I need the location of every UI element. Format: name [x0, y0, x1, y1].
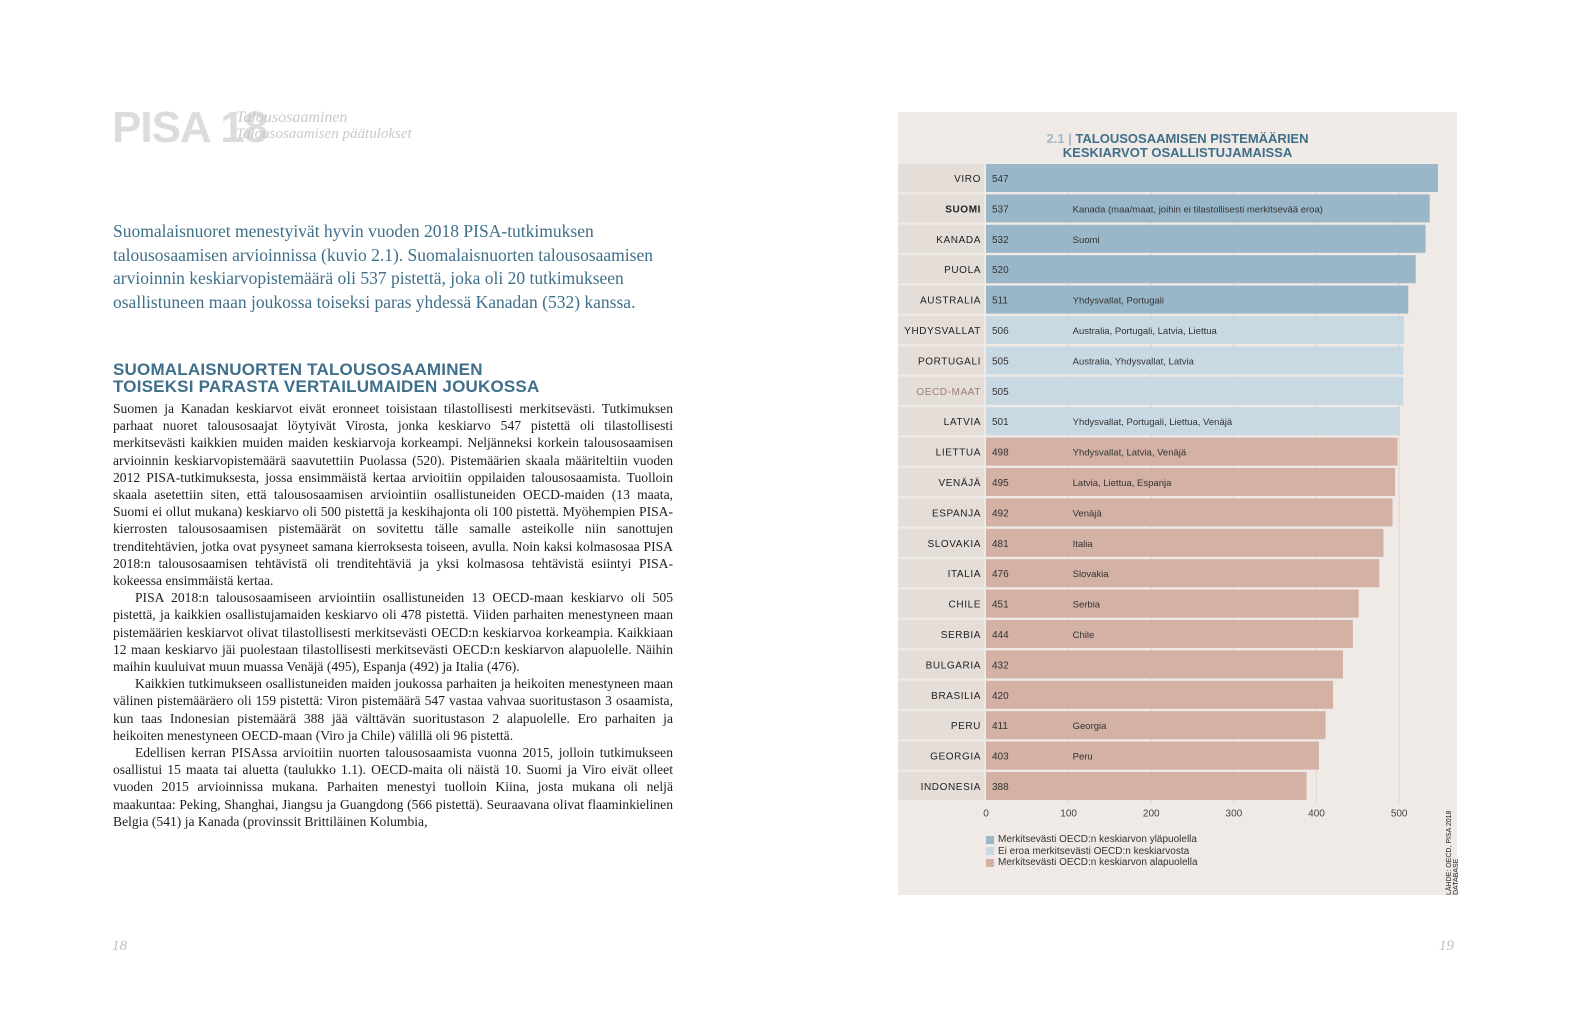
body-paragraph: PISA 2018:n talousosaamiseen arviointiin osallistuneiden 13 OECD-maan keskiarvo oli 505 pistettä, ja kaikkien osallistujamaiden keskiarvo oli 478 pistettä. Viiden parhaiten menestyneen maan pistemäärien keskiarvot olivat tilastollisesti merkitsevästi OECD:n keskiarvoa korkeampia. Kaikkiaan 12 maan keskiarvo jäi puolestaan tilastollisesti merkitsevästi OECD:n keskiarvon alapuolelle. Näihin maihin kuuluivat muun muassa Venäjä (495), Espanja (492) ja Italia (476). — [113, 590, 673, 675]
legend-item — [986, 834, 1198, 846]
bar — [986, 620, 1353, 648]
bar — [986, 650, 1343, 678]
category-label: PERU — [950, 721, 981, 733]
value-label: 532 — [992, 234, 1009, 246]
bar — [986, 377, 1403, 405]
body-paragraph: Suomen ja Kanadan keskiarvot eivät eronneet toisistaan tilastollisesti merkitsevästi. Tutkimuksen parhaat nuoret talousosaajat löytyivät Virosta, jonka keskiarvo 547 pistettä oli tilastollisesti merkitsevästi kaikkien muiden maiden keskiarvoja korkeampi. Neljänneksi korkein talousosaamisen arvioinnin keskiarvopistemäärä saavutettiin Puolassa (520). Pistemäärien skaala määriteltiin vuoden 2012 PISA-tutkimuksesta, jossa ensimmäistä kertaa arvioitiin oppilaiden talousosaamista. Tuolloin skaala asetettiin siten, että talousosaamisen arviointiin osallistuneiden OECD-maiden (13 maata, Suomi ei ollut mukana) keskiarvo oli 500 pistettä ja keskihajonta oli 100 pistettä. Myöhempien PISA-kierrosten talousosaamisen pistemäärät on sovitettu tälle samalle asteikolle niin sanottujen trenditehtävien, jotka ovat pysyneet samana kierroksesta toiseen, avulla. Noin kaksi kolmasosaa PISA 2018:n talousosaamisen tehtävistä oli trenditehtäviä ja yksi kolmasosa tehtävistä esiintyi PISA-kokeessa ensimmäistä kertaa. — [113, 401, 673, 589]
legend-swatch — [986, 847, 994, 855]
x-tick-label: 500 — [1390, 808, 1408, 820]
body-paragraph: Kaikkien tutkimukseen osallistuneiden maiden joukossa parhaiten ja heikoiten menestyneen maan välinen pistemääräero oli 159 pistettä: Viron pistemäärä 547 vastaa vahvaa suoritustason 3 osaamista, kun taas Indonesian pistemäärä 388 jää välttävän suoritustason 2 alapuolelle. Ero parhaiten ja heikoiten menestyneen OECD-maan (Viro ja Chile) välillä oli 96 pistettä. — [113, 676, 673, 743]
bar — [986, 225, 1426, 253]
category-label: BULGARIA — [925, 660, 981, 672]
lead-paragraph: Suomalaisnuoret menestyivät hyvin vuoden 2018 PISA-tutkimuksen talousosaamisen arvioinnissa (kuvio 2.1). Suomalaisnuorten talousosaamisen arvioinnin keskiarvopistemäärä oli 537 pistettä, joka oli 20 tutkimukseen osallistuneen maan joukossa toiseksi paras yhdessä Kanadan (532) kanssa. — [113, 221, 653, 312]
value-label: 451 — [992, 599, 1009, 611]
category-label: GEORGIA — [930, 751, 981, 763]
value-label: 505 — [992, 386, 1009, 398]
value-label: 506 — [992, 326, 1009, 337]
legend-item — [986, 857, 1198, 869]
x-tick-label: 400 — [1308, 808, 1325, 820]
value-label: 444 — [992, 630, 1009, 641]
bar — [986, 711, 1326, 739]
bar — [986, 590, 1359, 618]
comparison-note: Georgia — [1072, 721, 1107, 733]
x-tick-label: 200 — [1142, 808, 1160, 820]
category-label: VENÄJÄ — [938, 478, 981, 489]
value-label: 411 — [992, 721, 1008, 733]
value-label: 481 — [992, 538, 1009, 550]
legend-swatch — [986, 859, 994, 867]
comparison-note: Latvia, Liettua, Espanja — [1072, 478, 1172, 489]
bar — [986, 529, 1383, 557]
value-label: 520 — [992, 265, 1009, 277]
value-label: 511 — [992, 295, 1008, 307]
value-label: 403 — [992, 751, 1009, 763]
legend-item — [986, 846, 1198, 858]
chart-title-line1: TALOUSOSAAMISEN PISTEMÄÄRIEN — [1075, 131, 1309, 146]
category-label: INDONESIA — [920, 782, 981, 793]
chart-title-line2: KESKIARVOT OSALLISTUJAMAISSA — [1062, 145, 1293, 160]
comparison-note: Kanada (maa/maat, joihin ei tilastollisesti merkitsevää eroa) — [1072, 204, 1323, 216]
category-label: SLOVAKIA — [927, 538, 981, 550]
category-label: ITALIA — [947, 569, 981, 581]
category-label: LATVIA — [943, 417, 981, 429]
value-label: 547 — [992, 174, 1009, 185]
comparison-note: Chile — [1072, 630, 1095, 641]
left-page — [0, 0, 793, 1020]
bar-chart — [898, 112, 1460, 895]
chart-legend — [986, 834, 1198, 869]
value-label: 492 — [992, 508, 1009, 520]
x-tick-label: 100 — [1060, 808, 1077, 820]
category-label: VIRO — [954, 174, 981, 185]
right-page — [793, 0, 1587, 1020]
category-label: LIETTUA — [935, 447, 981, 459]
pisa-logo: PISA 18 — [112, 103, 268, 152]
comparison-note: Italia — [1072, 538, 1093, 550]
comparison-note: Venäjä — [1072, 508, 1102, 520]
value-label: 420 — [992, 690, 1009, 702]
bar — [986, 742, 1319, 770]
bar — [986, 468, 1395, 496]
legend-label: Ei eroa merkitsevästi OECD:n keskiarvosta — [998, 845, 1190, 857]
category-label: YHDYSVALLAT — [904, 326, 981, 337]
bar — [986, 498, 1393, 526]
category-label: SUOMI — [945, 204, 981, 216]
x-tick-label: 300 — [1225, 808, 1243, 820]
value-label: 537 — [992, 204, 1009, 216]
bar — [986, 681, 1333, 709]
header-subtitle: Talousosaamisen päätulokset — [236, 126, 412, 142]
header-title: Talousosaaminen — [236, 109, 348, 126]
legend-swatch — [986, 836, 994, 844]
chart-panel — [898, 112, 1460, 895]
legend-label: Merkitsevästi OECD:n keskiarvon alapuolella — [998, 857, 1198, 868]
running-header — [236, 110, 412, 142]
section-heading — [113, 361, 673, 395]
comparison-note: Australia, Yhdysvallat, Latvia — [1072, 356, 1194, 368]
value-label: 505 — [992, 356, 1009, 368]
value-label: 501 — [992, 417, 1009, 429]
comparison-note: Suomi — [1072, 234, 1100, 246]
category-label: PUOLA — [944, 265, 981, 277]
bar — [986, 346, 1403, 374]
category-label: ESPANJA — [931, 508, 981, 520]
comparison-note: Peru — [1072, 751, 1093, 763]
section-heading-line1: SUOMALAISNUORTEN TALOUSOSAAMINEN — [113, 360, 483, 379]
value-label: 495 — [992, 478, 1009, 489]
bar — [986, 255, 1416, 283]
comparison-note: Australia, Portugali, Latvia, Liettua — [1072, 326, 1217, 337]
category-label: KANADA — [936, 234, 981, 246]
value-label: 432 — [992, 660, 1009, 672]
value-label: 476 — [992, 569, 1009, 581]
page-number-left: 18 — [112, 938, 127, 954]
legend-label: Merkitsevästi OECD:n keskiarvon yläpuolella — [998, 834, 1197, 845]
chart-source: LÄHDE: OECD, PISA 2018 DATABASE — [1446, 810, 1460, 895]
value-label: 498 — [992, 447, 1009, 459]
category-label: PORTUGALI — [917, 356, 981, 368]
category-label: BRASILIA — [931, 690, 981, 702]
section-heading-line2: TOISEKSI PARASTA VERTAILUMAIDEN JOUKOSSA — [113, 377, 540, 396]
bar — [986, 559, 1379, 587]
bar — [986, 164, 1438, 192]
category-label: CHILE — [948, 599, 981, 611]
comparison-note: Yhdysvallat, Latvia, Venäjä — [1072, 447, 1187, 459]
comparison-note: Slovakia — [1072, 569, 1109, 581]
bar — [986, 438, 1398, 466]
body-paragraph: Edellisen kerran PISAssa arvioitiin nuorten talousosaamista vuonna 2015, jolloin tutkimukseen osallistui 15 maata tai aluetta (taulukko 1.1). OECD-maita oli näistä 10. Suomi ja Viro eivät olleet vuoden 2015 arvioinnissa mukana. Parhaiten menestyi tuolloin Kiina, josta mukana oli neljä maakuntaa: Peking, Shanghai, Jiangsu ja Guangdong (566 pistettä). Seuraavana olivat flaaminkielinen Belgia (541) ja Kanada (provinssit Brittiläinen Kolumbia, — [113, 745, 673, 829]
comparison-note: Serbia — [1072, 599, 1101, 611]
comparison-note: Yhdysvallat, Portugali, Liettua, Venäjä — [1072, 417, 1233, 429]
bar — [986, 286, 1408, 314]
comparison-note: Yhdysvallat, Portugali — [1072, 295, 1164, 307]
body-text — [113, 400, 673, 830]
category-label: OECD-MAAT — [916, 386, 981, 398]
bar — [986, 772, 1307, 800]
chart-title: 2.1 | TALOUSOSAAMISEN PISTEMÄÄRIEN KESKIARVOT OSALLISTUJAMAISSA — [898, 132, 1457, 160]
category-label: SERBIA — [940, 630, 981, 641]
page-number-right: 19 — [1439, 938, 1454, 954]
chart-title-number: 2.1 — [1046, 131, 1065, 146]
category-label: AUSTRALIA — [920, 295, 981, 307]
value-label: 388 — [992, 782, 1009, 793]
x-tick-label: 0 — [983, 808, 989, 820]
